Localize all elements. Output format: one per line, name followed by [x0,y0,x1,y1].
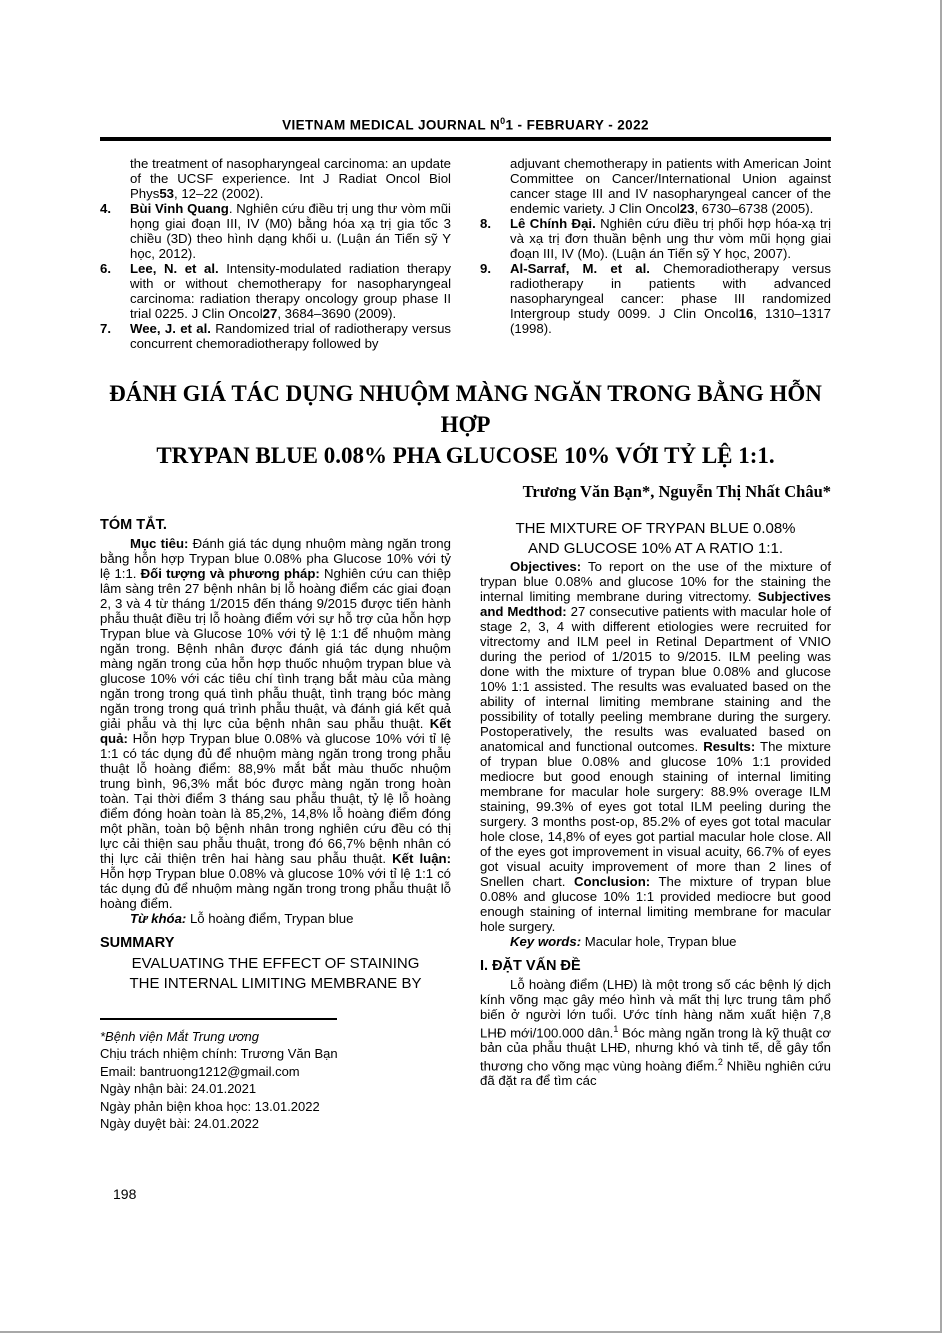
references-column-right [480,156,831,351]
reference-number: 8. [480,215,491,231]
reference-item [100,201,451,261]
journal-header-text-post: 1 - FEBRUARY - 2022 [505,117,649,133]
tomtat-keywords-label: Từ khóa: [130,910,187,926]
summary-title-left-line2: THE INTERNAL LIMITING MEMBRANE BY [129,974,422,992]
summary-title-left [100,954,451,994]
tomtat-keywords [100,911,451,926]
reference-number: 9. [480,260,491,276]
tomtat-heading: TÓM TẮT. [100,516,167,533]
reference-text: Bùi Vinh Quang. Nghiên cứu điều trị ung thư vòm mũi họng giai đoạn III, IV (M0) bằng hóa xạ trị gia tốc 3 chiều (3D) theo hình dạng khối u. (Luận án Tiến sỹ Y học, 2012). [130,200,451,261]
tomtat-abstract: Mục tiêu: Đánh giá tác dụng nhuộm màng ngăn trong bằng hỗn hợp Trypan blue 0.08% pha Glucose 10% với tỷ lệ 1:1. Đối tượng và phương pháp: Nghiên cứu can thiệp lâm sàng trên 27 bệnh nhân bị lỗ hoàng điểm các giai đoạn 2, 3 và 4 từ tháng 1/2015 đến tháng 9/2015 được tiến hành phẫu thuật điều trị lỗ hoàng điểm với sự hỗ trợ của hỗn hợp Trypan blue và Glucose 10% với tỷ lệ 1:1 để nhuộm màng ngăn trong. Bệnh nhân được đánh giá tác dụng nhuộm màng ngăn trong của hỗn hợp thuốc nhuộm trypan blue và glucose 10% với các tiêu chí tình trạng bắt màu của màng ngăn trong trong quá tình phẫu thuật, tình trạng bóc màng ngăn trong trong quá trình phẫu thuật, và đánh giá kết quả giải phẫu và thị lực của bệnh nhân sau phẫu thuật. Kết quả: Hỗn hợp Trypan blue 0.08% và glucose 10% với tỉ lệ 1:1 có tác dụng đủ để nhuộm màng ngăn trong trong phẫu thuật lỗ hoàng điểm: 88,9% mắt bắt màu thuốc nhuộm trung bình, 96,3% mắt bóc được màng ngăn trong hoàn toàn. Tại thời điểm 3 tháng sau phẫu thuật, tỷ lệ lỗ hoàng điểm đóng hoàn toàn là 85,2%, 14,8% lỗ hoàng điểm đóng một phần, toàn bộ bệnh nhân trong nghiên cứu đều có thị lực cải thiện sau phẫu thuật, trong đó 66,7% bệnh nhân có thị lực cải thiện trên hai hàng sau phẫu thuật. Kết luận: Hỗn hợp Trypan blue 0.08% và glucose 10% với tỉ lệ 1:1 có tác dụng đủ để nhuộm màng ngăn trong trong phẫu thuật lỗ hoàng điểm. [100,535,451,911]
reference-item [100,321,451,351]
footnote-received-date: Ngày nhận bài: 24.01.2021 [100,1081,257,1096]
summary-abstract: Objectives: To report on the use of the mixture of trypan blue 0.08% and glucose 10% for the staining the internal limiting membrane during vitrectomy. Subjectives and Medthod: 27 consecutive patients with macular hole of stage 2, 3, 4 with different etiologies were recruited for vitrectomy and ILM peel in Retinal Department of VNIO during the period of 1/2015 to 9/2015. ILM peeling was done with the mixture of trypan blue 0.08% and glucose 10% 1:1 assisted. The results was evaluated based on the ability of internal limiting membrane staining and the possibility of totally peeling membrane during the surgery. Postoperatively, the results was evaluated based on anatomical and functional outcomes. Results: The mixture of trypan blue 0.08% and glucose 10% 1:1 provided mediocre but good enough staining of internal limiting membrane for macular hole surgery: 88.9% overage ILM staining, 99.3% of eyes got total ILM peeling during the surgery. 3 months post-op, 85.2% of eyes got total macular hole close, 14,8% of eyes got partial macular hole close. All of the eyes got improvement in visual acuity, 66.7% of eyes got visual acuity improvement of more than 2 lines of Snellen chart. Conclusion: The mixture of trypan blue 0.08% and glucose 10% 1:1 provided mediocre but good enough staining of internal limiting membrane for macular hole surgery. [480,558,831,934]
reference-item [480,216,831,261]
reference-item [480,261,831,336]
references-section [100,156,831,351]
summary-keywords [480,934,831,949]
footnote-email: Email: bantruong1212@gmail.com [100,1063,300,1079]
footnote-review-date: Ngày phản biện khoa học: 13.01.2022 [100,1098,320,1114]
footnote-responsible: Chịu trách nhiệm chính: Trương Văn Bạn [100,1046,338,1061]
reference-item [100,261,451,321]
journal-header [100,116,831,141]
intro-heading: I. ĐẶT VẤN ĐỀ [480,957,581,974]
article-title-line2: TRYPAN BLUE 0.08% PHA GLUCOSE 10% VỚI TỶ LỆ 1:1. [156,442,775,468]
reference-number: 7. [100,320,111,336]
summary-keywords-text: Macular hole, Trypan blue [581,933,737,949]
footnote-affiliation: *Bệnh viện Mắt Trung ương [100,1028,259,1044]
summary-title-left-line1: EVALUATING THE EFFECT OF STAINING [131,954,420,972]
footnote-rule [100,1018,337,1020]
summary-title-right [480,519,831,559]
article-title-line1: ĐÁNH GIÁ TÁC DỤNG NHUỘM MÀNG NGĂN TRONG BẰNG HỖN HỢP [109,380,822,437]
reference-text: Lee, N. et al. Intensity-modulated radiation therapy with or without chemotherapy for nasopharyngeal carcinoma: radiation therapy oncology group phase II trial 0225. J Clin Oncol27, 3684–3690 (2009). [130,260,451,321]
page-content [100,116,831,1133]
article-authors: Trương Văn Bạn*, Nguyễn Thị Nhất Châu* [522,481,831,501]
reference-number: 6. [100,260,111,276]
footnote-accepted-date: Ngày duyệt bài: 24.01.2022 [100,1116,260,1131]
intro-paragraph: Lỗ hoàng điểm (LHĐ) là một trong số các bệnh lý dịch kính võng mạc gây méo hình và mất thị lực trung tâm phổ biến ở người lớn tuổi. Ước tính hàng năm xuất hiện 7,8 LHĐ mới/100.000 dân.$^1$ Bóc màng ngăn trong là kỹ thuật cơ bản của phẫu thuật LHĐ, nhưng khó và tinh tế, dễ gây tổn thương cho võng mạc vùng hoàng điểm.$^2$ Nhiều nghiên cứu đã đặt ra để tìm các [480,976,831,1089]
summary-title-right-line1: THE MIXTURE OF TRYPAN BLUE 0.08% [515,519,796,537]
summary-title-right-line2: AND GLUCOSE 10% AT A RATIO 1:1. [527,539,784,557]
body-column-left [100,517,451,1133]
tomtat-keywords-text: Lỗ hoàng điểm, Trypan blue [186,910,354,926]
reference-number: 4. [100,200,111,216]
body-column-right [480,517,831,1133]
references-column-left [100,156,451,351]
page-number: 198 [113,1186,137,1202]
reference-text: Wee, J. et al. Randomized trial of radiotherapy versus concurrent chemoradiotherapy followed by [130,320,451,351]
summary-heading: SUMMARY [100,934,175,951]
reference-item [480,156,831,216]
reference-text: Al-Sarraf, M. et al. Chemoradiotherapy versus radiotherapy in patients with advanced nasopharyngeal cancer: phase III randomized Intergroup study 0099. J Clin Oncol16, 1310–1317 (1998). [510,260,831,336]
journal-header-sup: 0 [500,116,506,126]
summary-keywords-label: Key words: [510,933,582,949]
reference-text: adjuvant chemotherapy in patients with American Joint Committee on Cancer/International Union against cancer stage III and IV nasopharyngeal cancer of the endemic variety. J Clin Oncol23, 6730–6738 (2005). [510,155,831,216]
reference-text: the treatment of nasopharyngeal carcinoma: an update of the UCSF experience. Int J Radiat Oncol Biol Phys53, 12–22 (2002). [130,155,451,201]
article-title [100,378,831,471]
journal-header-text: VIETNAM MEDICAL JOURNAL N [282,117,501,133]
reference-item [100,156,451,201]
reference-text: Lê Chính Đại. Nghiên cứu điều trị phối hợp hóa-xạ trị và xạ trị đơn thuần bệnh ung thư vòm mũi họng giai đoạn III, IV (Mo). (Luận án Tiến sỹ Y học, 2007). [510,215,831,261]
footnote [100,1018,451,1133]
article-body [100,517,831,1133]
